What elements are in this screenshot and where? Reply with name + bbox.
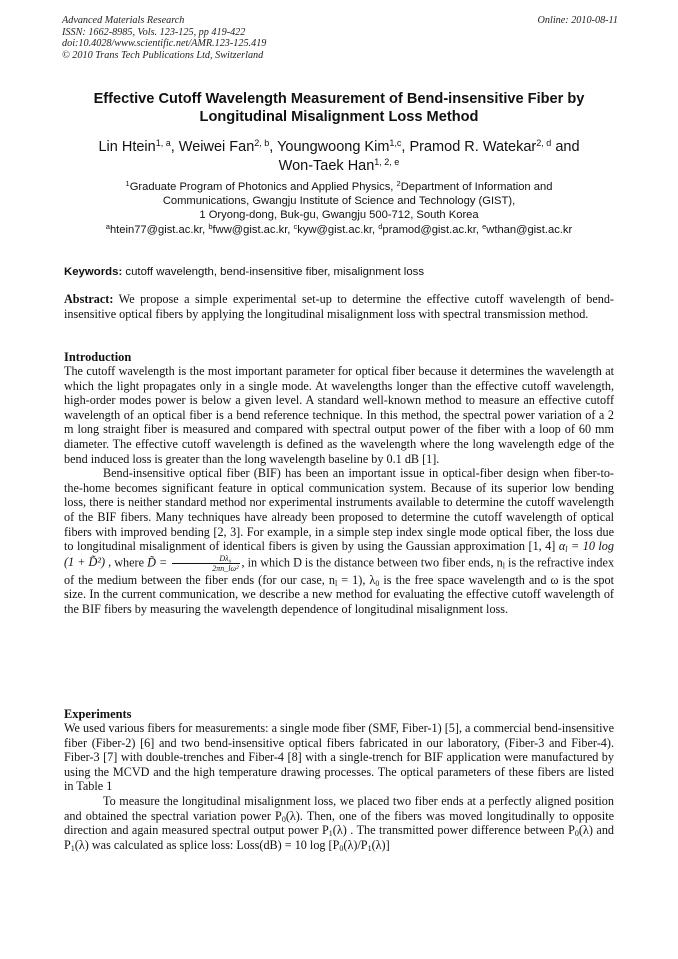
author-3-sup: 1,c <box>389 138 402 148</box>
sub-0: 0 <box>574 829 579 839</box>
sub-l: l <box>334 578 338 588</box>
exp-paragraph-2 <box>64 794 614 852</box>
affil-line-3: 1 Oryong-dong, Buk-gu, Gwangju 500-712, South Korea <box>199 209 479 222</box>
exp-p2-a: To measure the longitudinal misalignment loss, we placed two fiber ends at a perfectly aligned position and obtained the spectral variation power P <box>64 793 614 823</box>
author-list: Lin Htein$^{1, a}$, Weiwei Fan$^{2, b}$, Youngwoong Kim$^{1,c}$, Pramod R. Watekar$^{2, d}$ and Won-Taek Han$^{1, 2, e}$ <box>98 138 580 174</box>
abstract <box>64 292 614 321</box>
author-2: Weiwei Fan <box>178 139 255 155</box>
email-sup: c <box>293 221 298 231</box>
eq-alpha-symbol: α <box>558 539 566 554</box>
keywords <box>64 265 614 279</box>
intro-p2-text-d: = 1), λ <box>337 572 376 587</box>
affil-sup-2: 2 <box>396 179 401 188</box>
exp-p2-f: (λ)/P <box>343 837 368 852</box>
affiliations <box>40 180 638 237</box>
intro-p2-text-c: is the refractive index of the medium between the fiber ends (for our case, n <box>64 555 615 587</box>
sub-1: 1 <box>70 843 75 853</box>
affil-line-1b: Department of Information and <box>400 181 553 193</box>
sub-0: 0 <box>281 814 286 824</box>
email-link[interactable]: pramod@gist.ac.kr, <box>382 223 479 236</box>
author-5-sup: 1, 2, e <box>374 157 400 167</box>
affil-line-2: Communications, Gwangju Institute of Science and Technology (GIST), <box>162 195 516 208</box>
intro-paragraph-1: The cutoff wavelength is the most important parameter for optical fiber because it determines the wavelength at which the light propagates only in a single mode. At wavelengths longer than the effective cutoff wavelength, high-order modes power is below a given level. A standard well-known method to measure an effective cutoff wavelength of an optical fiber is a bend reference technique. In this method, the spectral power variation of a 2 m long straight fiber is measured and compared with spectral output power of the fiber with a loop of 60 mm diameter. The effective cutoff wavelength is defined as the wavelength where the long wavelength edge of the bend induced loss is greater than the long wavelength baseline by 0.1 dB [1]. <box>64 364 614 466</box>
email-link[interactable]: wthan@gist.ac.kr <box>486 223 573 236</box>
eq-dtilde-lhs: D̃ = <box>147 555 168 570</box>
eq-fraction <box>172 554 239 573</box>
journal-name: Advanced Materials Research <box>62 15 185 26</box>
introduction-heading: Introduction <box>64 350 132 364</box>
affil-line-1a: Graduate Program of Photonics and Applied Physics, <box>129 181 397 193</box>
abstract-text: We propose a simple experimental set-up to determine the effective cutoff wavelength of bend-insensitive optical fibers by applying the longitudinal misalignment loss with spectral transmission method. <box>64 292 614 321</box>
email-link[interactable]: fww@gist.ac.kr, <box>212 223 291 236</box>
exp-p2-g: (λ)] <box>371 837 390 852</box>
eq-alpha-rhs: = 10 log (1 + D̃²) , <box>64 539 614 570</box>
issn: ISSN: 1662-8985, Vols. 123-125, pp 419-422 <box>62 26 246 38</box>
exp-p2-b: (λ). Then, one of the fibers was moved longitudinally to opposite direction and again measured spectral output power P <box>64 808 614 838</box>
title-line-1: Effective Cutoff Wavelength Measurement of Bend-insensitive Fiber by <box>93 91 585 107</box>
sub-0: 0 <box>339 843 344 853</box>
email-link[interactable]: htein77@gist.ac.kr, <box>109 223 206 236</box>
doi: doi:10.4028/www.scientific.net/AMR.123-125.419 <box>62 38 267 50</box>
introduction-body <box>64 364 614 617</box>
sub-1: 1 <box>328 829 333 839</box>
experiments-body <box>64 721 614 852</box>
intro-p2-text-b: , in which D is the distance between two fiber ends, n <box>241 555 503 570</box>
email-sup: d <box>378 221 383 231</box>
author-5: Won-Taek Han <box>278 158 375 174</box>
intro-where: where <box>111 555 148 570</box>
title-line-2: Longitudinal Misalignment Loss Method <box>199 109 479 125</box>
keywords-text: cutoff wavelength, bend-insensitive fiber, misalignment loss <box>125 266 425 278</box>
copyright: © 2010 Trans Tech Publications Ltd, Switzerland <box>62 49 264 61</box>
sub-l: l <box>502 561 505 571</box>
eq-alpha-sub: l <box>565 545 568 555</box>
eq-fraction-numerator: Dλ₀ <box>172 554 239 564</box>
journal-header <box>62 15 618 61</box>
online-date: Online: 2010-08-11 <box>537 15 618 26</box>
sub-1: 1 <box>367 843 372 853</box>
keywords-label: Keywords: <box>64 266 123 278</box>
exp-p2-e: (λ) was calculated as splice loss: Loss(dB) = 10 log [P <box>74 837 340 852</box>
email-sup: e <box>482 221 487 231</box>
intro-p2-text-a: Bend-insensitive optical fiber (BIF) has been an important issue in optical-fiber design when fiber-to-the-home becomes significant feature in optical communication system. Because of its superior low bending loss, there is neither standard method nor experimental instruments available to determine the cutoff wavelength of the BIF fibers. Many techniques have already been proposed to determine the cutoff wavelength of optical fibers with improved bending [2, 3]. For example, in a simple step index single mode optical fiber, the loss due to longitudinal misalignment of identical fibers is given by using the Gaussian approximation [1, 4] <box>64 466 614 554</box>
author-4-sup: 2, d <box>536 138 552 148</box>
author-2-sup: 2, b <box>254 138 270 148</box>
intro-paragraph-2 <box>64 466 614 616</box>
author-1: Lin Htein <box>98 139 156 155</box>
abstract-label: Abstract: <box>64 292 114 306</box>
author-and: and <box>555 139 580 155</box>
email-sup: a <box>105 221 110 231</box>
author-1-sup: 1, a <box>155 138 171 148</box>
author-3: Youngwoong Kim <box>277 139 390 155</box>
eq-fraction-denominator: 2πn_lω² <box>212 563 239 573</box>
affil-sup-1: 1 <box>125 179 130 188</box>
exp-paragraph-1: We used various fibers for measurements: a single mode fiber (SMF, Fiber-1) [5], a commercial bend-insensitive fiber (Fiber-2) [6] and two bend-insensitive optical fibers fabricated in our laboratory, (Fiber-3 and Fiber-4). Fiber-3 [7] with double-trenches and Fiber-4 [8] with a single-trench for BIF application were manufactured by using the MCVD and the high temperature drawing processes. The optical parameters of these fibers are listed in Table 1 <box>64 721 614 794</box>
author-4: Pramod R. Watekar <box>409 139 537 155</box>
sub-0: 0 <box>375 578 380 588</box>
intro-p2-text-e: is the free space wavelength and ω is the spot size. In the current communication, we describe a new method for evaluating the effective cutoff wavelength of the BIF fibers by measuring the wavelength dependence of longitudinal misalignment loss. <box>64 572 615 616</box>
email-list <box>40 223 638 237</box>
exp-p2-d: (λ) and P <box>64 823 615 852</box>
exp-p2-c: (λ) . The transmitted power difference between P <box>332 823 575 838</box>
paper-title <box>40 90 638 126</box>
experiments-heading: Experiments <box>64 707 132 721</box>
email-sup: b <box>208 221 213 231</box>
email-link[interactable]: kyw@gist.ac.kr, <box>297 223 376 236</box>
